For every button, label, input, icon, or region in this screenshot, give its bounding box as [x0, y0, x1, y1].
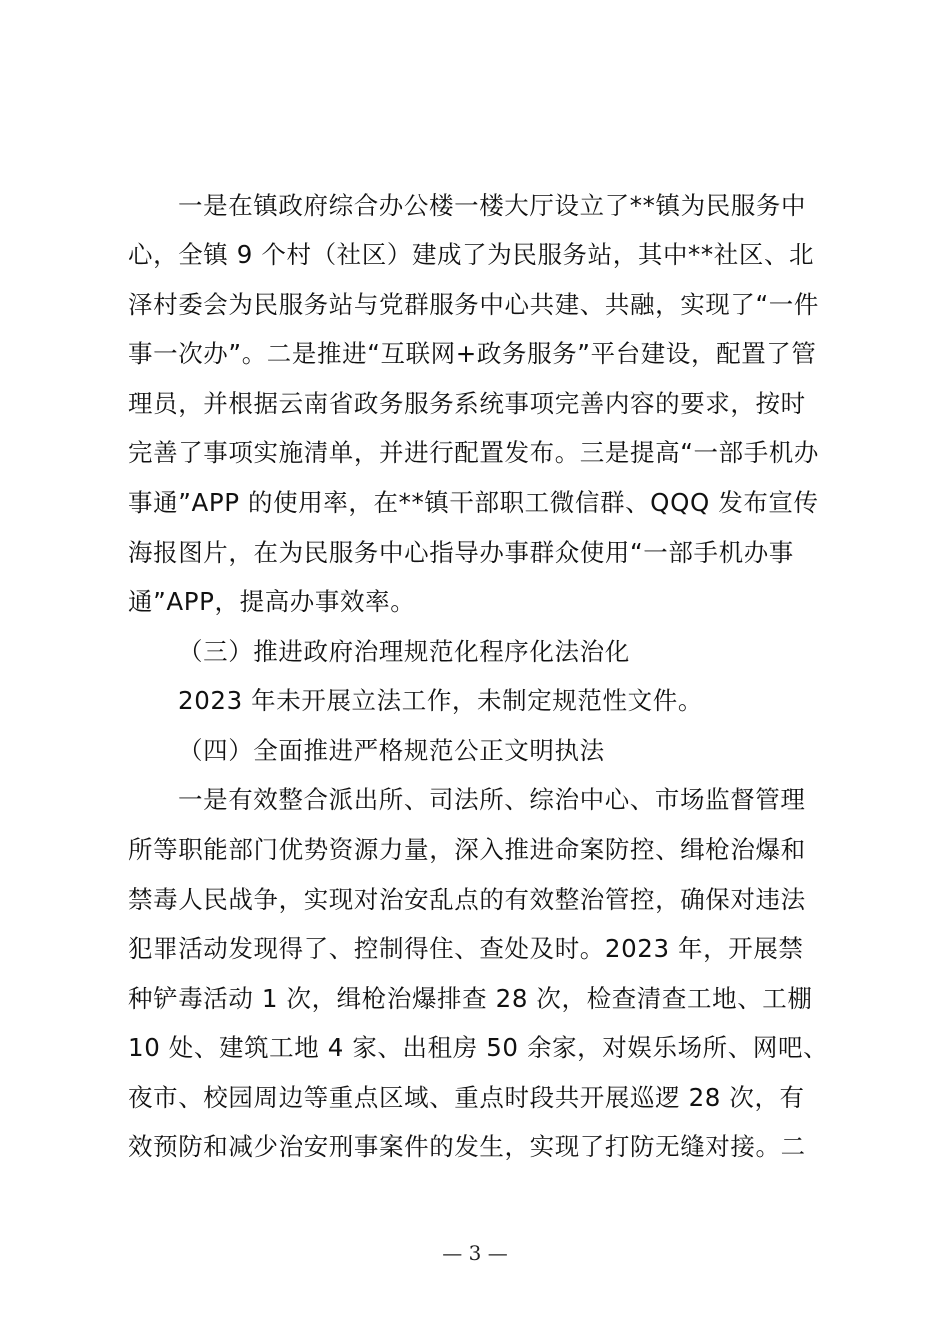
- page-number: — 3 —: [442, 1241, 508, 1265]
- paragraph-line: 一是有效整合派出所、司法所、综治中心、市场监督管理: [178, 785, 806, 814]
- section-heading: （四）全面推进严格规范公正文明执法: [178, 736, 605, 765]
- section-heading: （三）推进政府治理规范化程序化法治化: [178, 637, 630, 666]
- paragraph-line: 海报图片，在为民服务中心指导办事群众使用“一部手机办事: [128, 538, 794, 567]
- paragraph-line: 2023 年未开展立法工作，未制定规范性文件。: [178, 686, 703, 715]
- paragraph-line: 禁毒人民战争，实现对治安乱点的有效整治管控，确保对违法: [128, 885, 806, 914]
- paragraph-line: 完善了事项实施清单，并进行配置发布。三是提高“一部手机办: [128, 438, 819, 467]
- paragraph-line: 泽村委会为民服务站与党群服务中心共建、共融，实现了“一件: [128, 290, 819, 319]
- paragraph-line: 夜市、校园周边等重点区域、重点时段共开展巡逻 28 次，有: [128, 1083, 805, 1112]
- paragraph-line: 事一次办”。二是推进“互联网+政务服务”平台建设，配置了管: [128, 339, 817, 368]
- paragraph-line: 犯罪活动发现得了、控制得住、查处及时。2023 年，开展禁: [128, 934, 804, 963]
- paragraph-line: 种铲毒活动 1 次，缉枪治爆排查 28 次，检查清查工地、工棚: [128, 984, 813, 1013]
- paragraph-line: 心，全镇 9 个村（社区）建成了为民服务站，其中**社区、北: [128, 240, 815, 269]
- paragraph-line: 理员，并根据云南省政务服务系统事项完善内容的要求，按时: [128, 389, 806, 418]
- paragraph-line: 10 处、建筑工地 4 家、出租房 50 余家，对娱乐场所、网吧、: [128, 1033, 829, 1062]
- paragraph-line: 所等职能部门优势资源力量，深入推进命案防控、缉枪治爆和: [128, 835, 806, 864]
- paragraph-line: 通”APP，提高办事效率。: [128, 587, 416, 616]
- paragraph-line: 效预防和减少治安刑事案件的发生，实现了打防无缝对接。二: [128, 1132, 806, 1161]
- paragraph-line: 事通”APP 的使用率，在**镇干部职工微信群、QQQ 发布宣传: [128, 488, 819, 517]
- paragraph-line: 一是在镇政府综合办公楼一楼大厅设立了**镇为民服务中: [178, 191, 807, 220]
